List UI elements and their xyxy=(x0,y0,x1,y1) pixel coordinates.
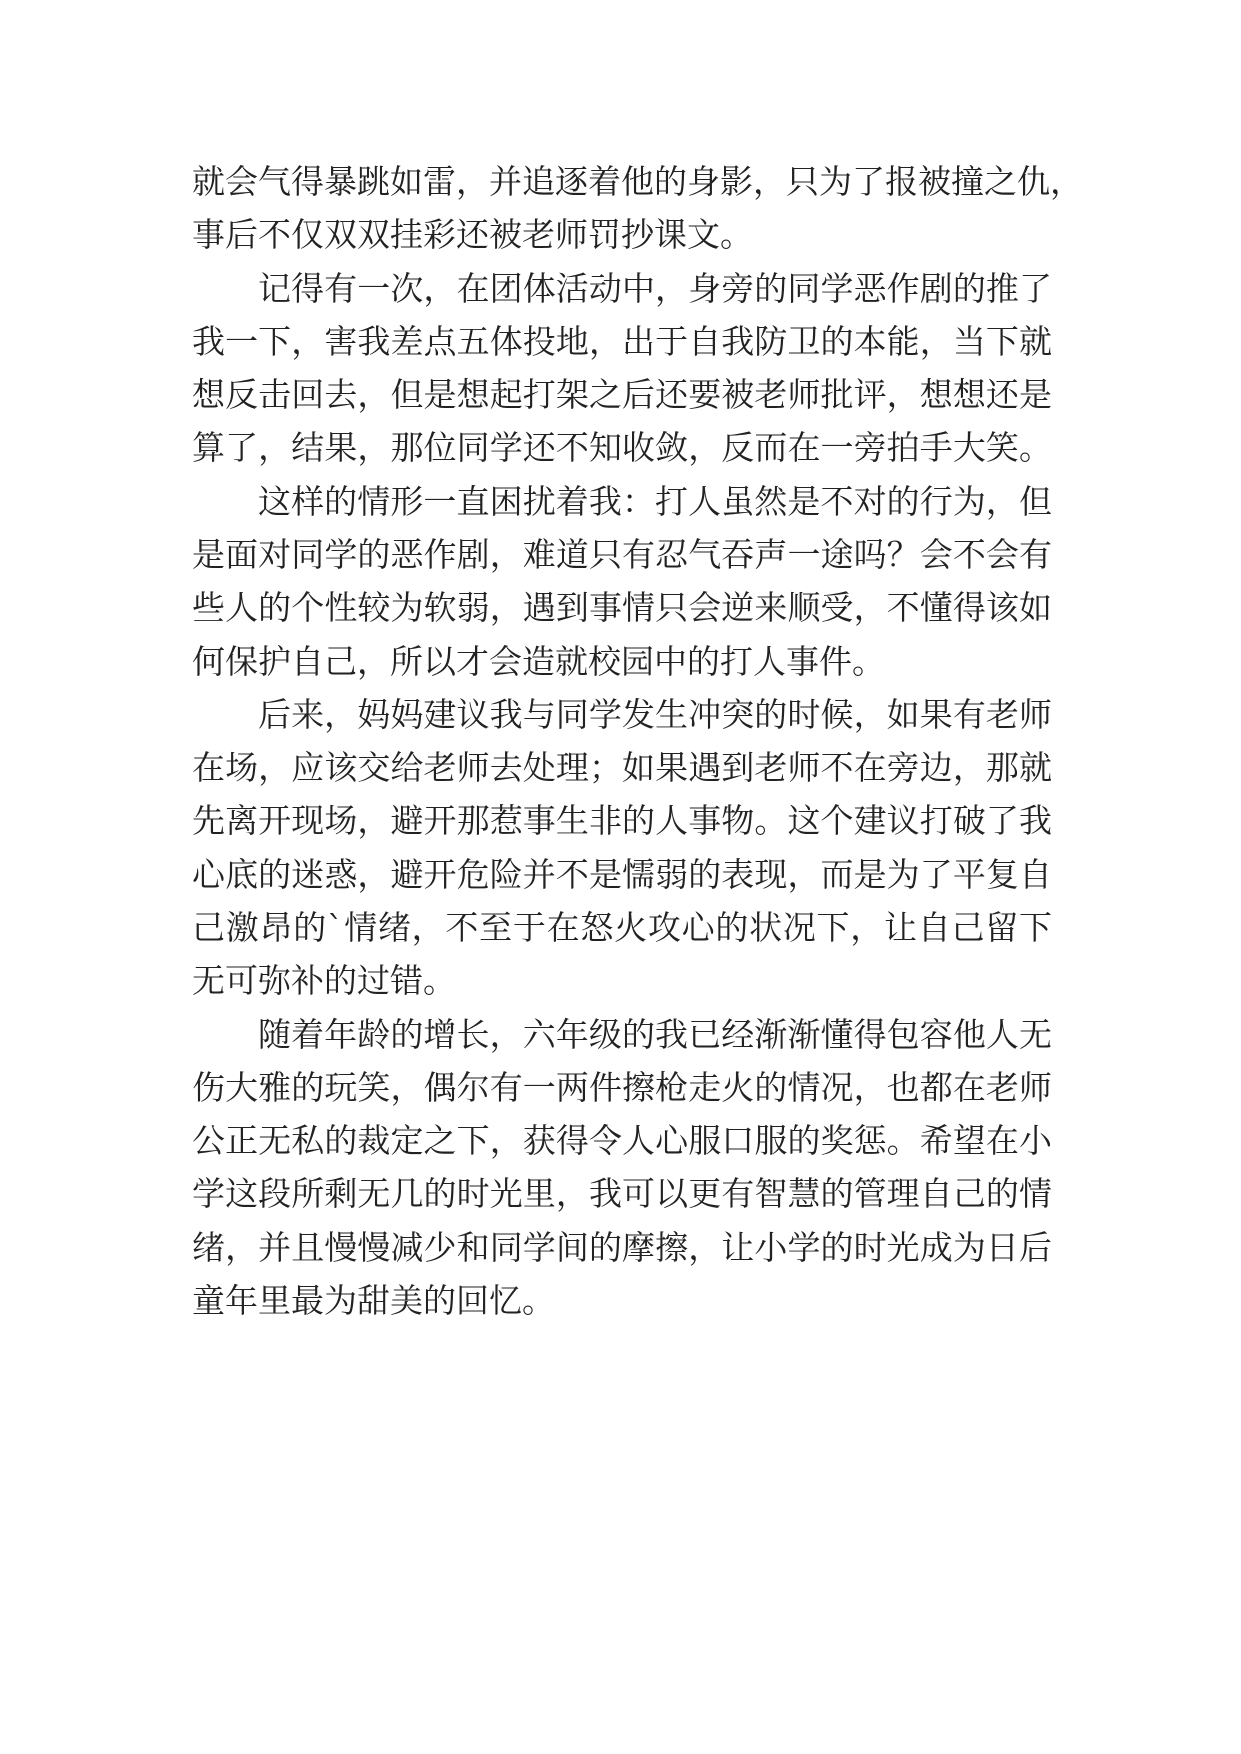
text-line: 心底的迷惑，避开危险并不是懦弱的表现，而是为了平复自 xyxy=(192,855,1052,894)
text-line: 学这段所剩无几的时光里，我可以更有智慧的管理自己的情 xyxy=(192,1174,1052,1213)
text-line: 童年里最为甜美的回忆。 xyxy=(192,1281,555,1320)
text-line: 公正无私的裁定之下，获得令人心服口服的奖惩。希望在小 xyxy=(192,1121,1052,1160)
text-line: 些人的个性较为软弱，遇到事情只会逆来顺受，不懂得该如 xyxy=(192,588,1052,627)
text-line: 何保护自己，所以才会造就校园中的打人事件。 xyxy=(192,642,885,681)
paragraph-first-line: 这样的情形一直困扰着我：打人虽然是不对的行为，但 xyxy=(258,482,1052,521)
text-line: 是面对同学的恶作剧，难道只有忍气吞声一途吗？会不会有 xyxy=(192,535,1052,574)
text-line: 绪，并且慢慢减少和同学间的摩擦，让小学的时光成为日后 xyxy=(192,1228,1052,1267)
text-line: 想反击回去，但是想起打架之后还要被老师批评，想想还是 xyxy=(192,375,1052,414)
text-line: 伤大雅的玩笑，偶尔有一两件擦枪走火的情况，也都在老师 xyxy=(192,1068,1052,1107)
text-line: 就会气得暴跳如雷，并追逐着他的身影，只为了报被撞之仇， xyxy=(192,162,1083,201)
paragraph-first-line: 记得有一次，在团体活动中，身旁的同学恶作剧的推了 xyxy=(258,269,1052,308)
text-line: 己激昂的`情绪，不至于在怒火攻心的状况下，让自己留下 xyxy=(192,908,1052,947)
text-line: 在场，应该交给老师去处理；如果遇到老师不在旁边，那就 xyxy=(192,748,1052,787)
text-line: 算了，结果，那位同学还不知收敛，反而在一旁拍手大笑。 xyxy=(192,428,1052,467)
paragraph-first-line: 后来，妈妈建议我与同学发生冲突的时候，如果有老师 xyxy=(258,695,1052,734)
text-line: 事后不仅双双挂彩还被老师罚抄课文。 xyxy=(192,215,753,254)
paragraph-first-line: 随着年龄的增长，六年级的我已经渐渐懂得包容他人无 xyxy=(258,1015,1052,1054)
text-line: 我一下，害我差点五体投地，出于自我防卫的本能，当下就 xyxy=(192,322,1052,361)
text-line: 无可弥补的过错。 xyxy=(192,961,456,1000)
text-line: 先离开现场，避开那惹事生非的人事物。这个建议打破了我 xyxy=(192,801,1052,840)
